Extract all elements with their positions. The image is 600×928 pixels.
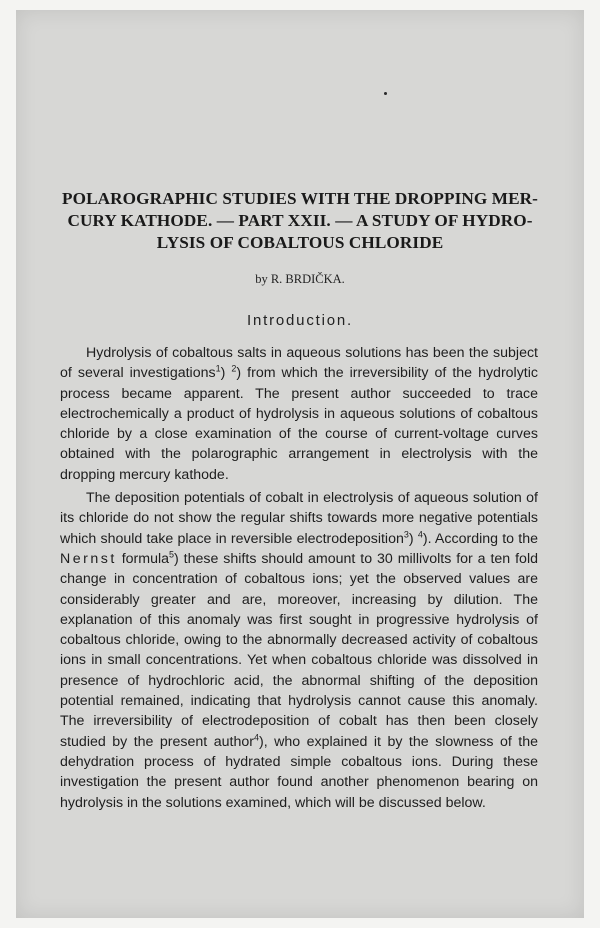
section-heading: Introduction.: [247, 312, 353, 329]
reference-mark: 5: [169, 549, 175, 560]
paragraph-1-text-b: from which the irreversibility of the hydrolytic process became apparent. The present author succeeded to trace electrochemically a product of hydrolysis in aqueous solutions of cobaltous chloride by a close examination of the course of current-voltage curves obtained with the polarographic arrangement in electrolysis with the dropping mercury kathode.: [60, 365, 538, 483]
reference-mark: 1: [215, 363, 221, 374]
paragraph-2-text-d: these shifts should amount to 30 millivolts for a ten fold change in concentration of cobaltous ions; yet the observed values are considerably greater and are, moreover, increasing by dilution. The explanation of this anomaly was first sought in progressive hydrolysis of cobaltous chloride, owing to the abnormally decreased activity of cobaltous ions in small concentrations. Yet when cobaltous chloride was dissolved in presence of hydrochloric acid, the abnormal shifting of the deposition potential remained, indicating that hydrolysis cannot cause this anomaly. The irreversibility of electrodeposition of cobalt has then been closely studied by the present author: [60, 550, 538, 750]
paper-page: [16, 10, 584, 918]
paragraph-2-text-a: The deposition potentials of cobalt in electrolysis of aqueous solution of its chloride do not show the regular shifts towards more negative potentials which should take place in reversible electrodeposition: [60, 490, 538, 547]
title-line-2: CURY KATHODE. — PART XXII. — A STUDY OF HYDRO-: [67, 211, 533, 230]
nernst-name: Nernst: [60, 550, 117, 567]
paper-body: [60, 343, 538, 816]
paragraph-2-text-c: formula: [116, 550, 170, 567]
title-line-3: LYSIS OF COBALTOUS CHLORIDE: [156, 233, 444, 252]
reference-mark: 2: [231, 363, 237, 374]
paper-speck: [384, 92, 387, 95]
reference-mark: 4: [417, 528, 423, 539]
paragraph-2-text-b: . According to the: [427, 530, 538, 547]
paragraph-2: The deposition potentials of cobalt in electrolysis of aqueous solution of its chloride do not show the regular shifts towards more negative potentials which should take place in reversible electrodeposition$^3$) $^4$). According to the Nernst formula$^5$) these shifts should amount to 30 millivolts for a ten fold change in concentration of cobaltous ions; yet the observed values are considerably greater and are, moreover, increasing by dilution. The explanation of this anomaly was first sought in progressive hydrolysis of cobaltous chloride, owing to the abnormally decreased activity of cobaltous ions in small concentrations. Yet when cobaltous chloride was dissolved in presence of hydrochloric acid, the abnormal shifting of the deposition potential remained, indicating that hydrolysis cannot cause this anomaly. The irreversibility of electrodeposition of cobalt has then been closely studied by the present author$^4$), who explained it by the slowness of the dehydration process of hydrated simple cobaltous ions. During these investigation the present author found another phenomenon bearing on hydrolysis in the solutions examined, which will be discussed below.: [60, 490, 538, 811]
title-line-1: POLAROGRAPHIC STUDIES WITH THE DROPPING MER-: [62, 189, 538, 208]
paper-title: [56, 188, 544, 254]
reference-mark: 4: [253, 731, 259, 742]
paragraph-2-text-e: , who explained it by the slowness of the dehydration process of hydrated simple cobaltous ions. During these investigation the present author found another phenomenon bearing on hydrolysis in the solutions examined, which will be discussed below.: [60, 733, 538, 811]
paragraph-1-text-a: Hydrolysis of cobaltous salts in aqueous solutions has been the subject of several investigations: [60, 345, 538, 382]
paragraph-1: Hydrolysis of cobaltous salts in aqueous solutions has been the subject of several investigations$^1$) $^2$) from which the irreversibility of the hydrolytic process became apparent. The present author succeeded to trace electrochemically a product of hydrolysis in aqueous solutions of cobaltous chloride by a close examination of the course of current-voltage curves obtained with the polarographic arrangement in electrolysis with the dropping mercury kathode.: [60, 345, 538, 483]
author-line: by R. BRDIČKA.: [255, 272, 345, 286]
reference-mark: 3: [403, 528, 409, 539]
